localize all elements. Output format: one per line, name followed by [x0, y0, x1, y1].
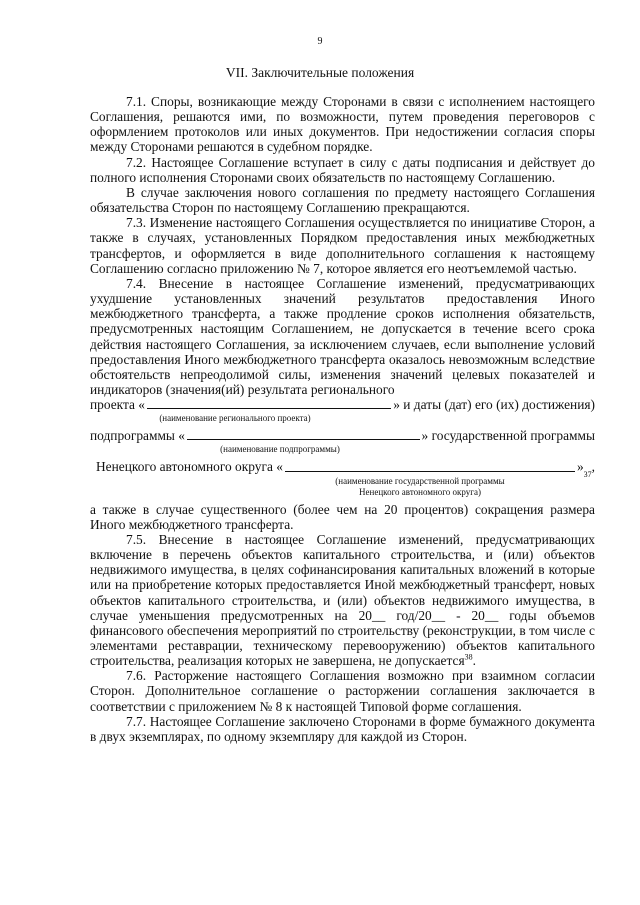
subprogram-suffix: » государственной программы	[421, 428, 595, 444]
project-caption: (наименование регионального проекта)	[159, 413, 311, 424]
program-suffix: »	[576, 459, 584, 475]
paragraph-7-1: 7.1. Споры, возникающие между Сторонами в связи с исполнением настоящего Соглашения, решаются ими, по возможности, путем проведения переговоров с оформлением протоколов или иных документов. При недостижении согласия споры между Сторонами решаются в судебном порядке.	[90, 94, 595, 155]
section-title: VII. Заключительные положения	[225, 65, 415, 80]
page-number: 9	[317, 36, 323, 47]
paragraph-7-6: 7.6. Расторжение настоящего Соглашения возможно при взаимном согласии Сторон. Дополнительное соглашение о расторжении соглашения заключается в соответствии с приложением № 8 к настоящей Типовой форме соглашения.	[90, 668, 595, 714]
subprogram-fill-row	[90, 428, 595, 443]
paragraph-7-3: 7.3. Изменение настоящего Соглашения осуществляется по инициативе Сторон, а также в случаях, установленных Порядком предоставления иных межбюджетных трансфертов, и оформляется в виде дополнительного соглашения к настоящему Соглашению согласно приложению № 7, которое является его неотъемлемой частью.	[90, 215, 595, 276]
project-fill-row	[90, 397, 595, 412]
paragraph-7-2: 7.2. Настоящее Соглашение вступает в силу с даты подписания и действует до полного исполнения Сторонами своих обязательств по настоящему Соглашению.	[90, 154, 595, 185]
footnote-38: 38	[464, 652, 473, 662]
program-blank-line[interactable]	[285, 460, 575, 472]
program-fill-row: Ненецкого автономного округа « » 37 ,	[96, 459, 595, 479]
paragraph-7-5	[90, 532, 595, 668]
paragraph-7-4: 7.4. Внесение в настоящее Соглашение изменений, предусматривающих ухудшение установленных значений результатов предоставления Иного межбюджетного трансферта, а также продление сроков исполнения обязательств, предусмотренных настоящим Соглашением, не допускается в течение всего срока действия настоящего Соглашения, за исключением случаев, если выполнение условий предоставления Иного межбюджетного трансферта оказалось невозможным вследствие обстоятельств непреодолимой силы, изменения значений целевых показателей и индикаторов (значения(ий) результата регионального	[90, 275, 595, 397]
paragraph-7-5-period: .	[472, 653, 476, 669]
subprogram-prefix: подпрограммы «	[90, 428, 185, 444]
project-prefix: проекта «	[90, 397, 145, 413]
paragraph-7-4-end: а также в случае существенного (более чем на 20 процентов) сокращения размера Иного межбюджетного трансферта.	[90, 501, 595, 532]
paragraph-7-5-text: 7.5. Внесение в настоящее Соглашение изменений, предусматривающих включение в перечень объектов капитального строительства, и (или) объектов недвижимого имущества, в целях софинансирования капитальных вложений в которые или на приобретение которых предоставляется Иной межбюджетный трансферт, новых объектов капитального строительства, и (или) объектов недвижимого имущества, в случае уменьшения предусмотренных на 20__ год/20__ - 20__ годы объемов финансового обеспечения мероприятий по строительству (реконструкции, в том числе с элементами реставрации, техническому перевооружению) объектов капитального строительства, реализация которых не завершена, не допускается	[90, 531, 595, 669]
paragraph-7-7: 7.7. Настоящее Соглашение заключено Сторонами в форме бумажного документа в двух экземплярах, по одному экземпляру для каждой из Сторон.	[90, 713, 595, 744]
project-blank-line[interactable]	[147, 397, 391, 409]
program-suffix-comma: ,	[591, 459, 595, 475]
subprogram-blank-line[interactable]	[187, 428, 420, 440]
program-caption-line-1: (наименование государственной программы	[335, 475, 505, 486]
paragraph-7-2-continued: В случае заключения нового соглашения по предмету настоящего Соглашения обязательства Сторон по настоящему Соглашению прекращаются.	[90, 184, 595, 216]
subprogram-caption: (наименование подпрограммы)	[220, 444, 340, 455]
document-body	[90, 94, 595, 744]
program-caption-line-2: Ненецкого автономного округа)	[359, 486, 481, 497]
project-suffix: » и даты (дат) его (их) достижения)	[393, 397, 595, 413]
program-prefix: Ненецкого автономного округа «	[96, 459, 283, 475]
